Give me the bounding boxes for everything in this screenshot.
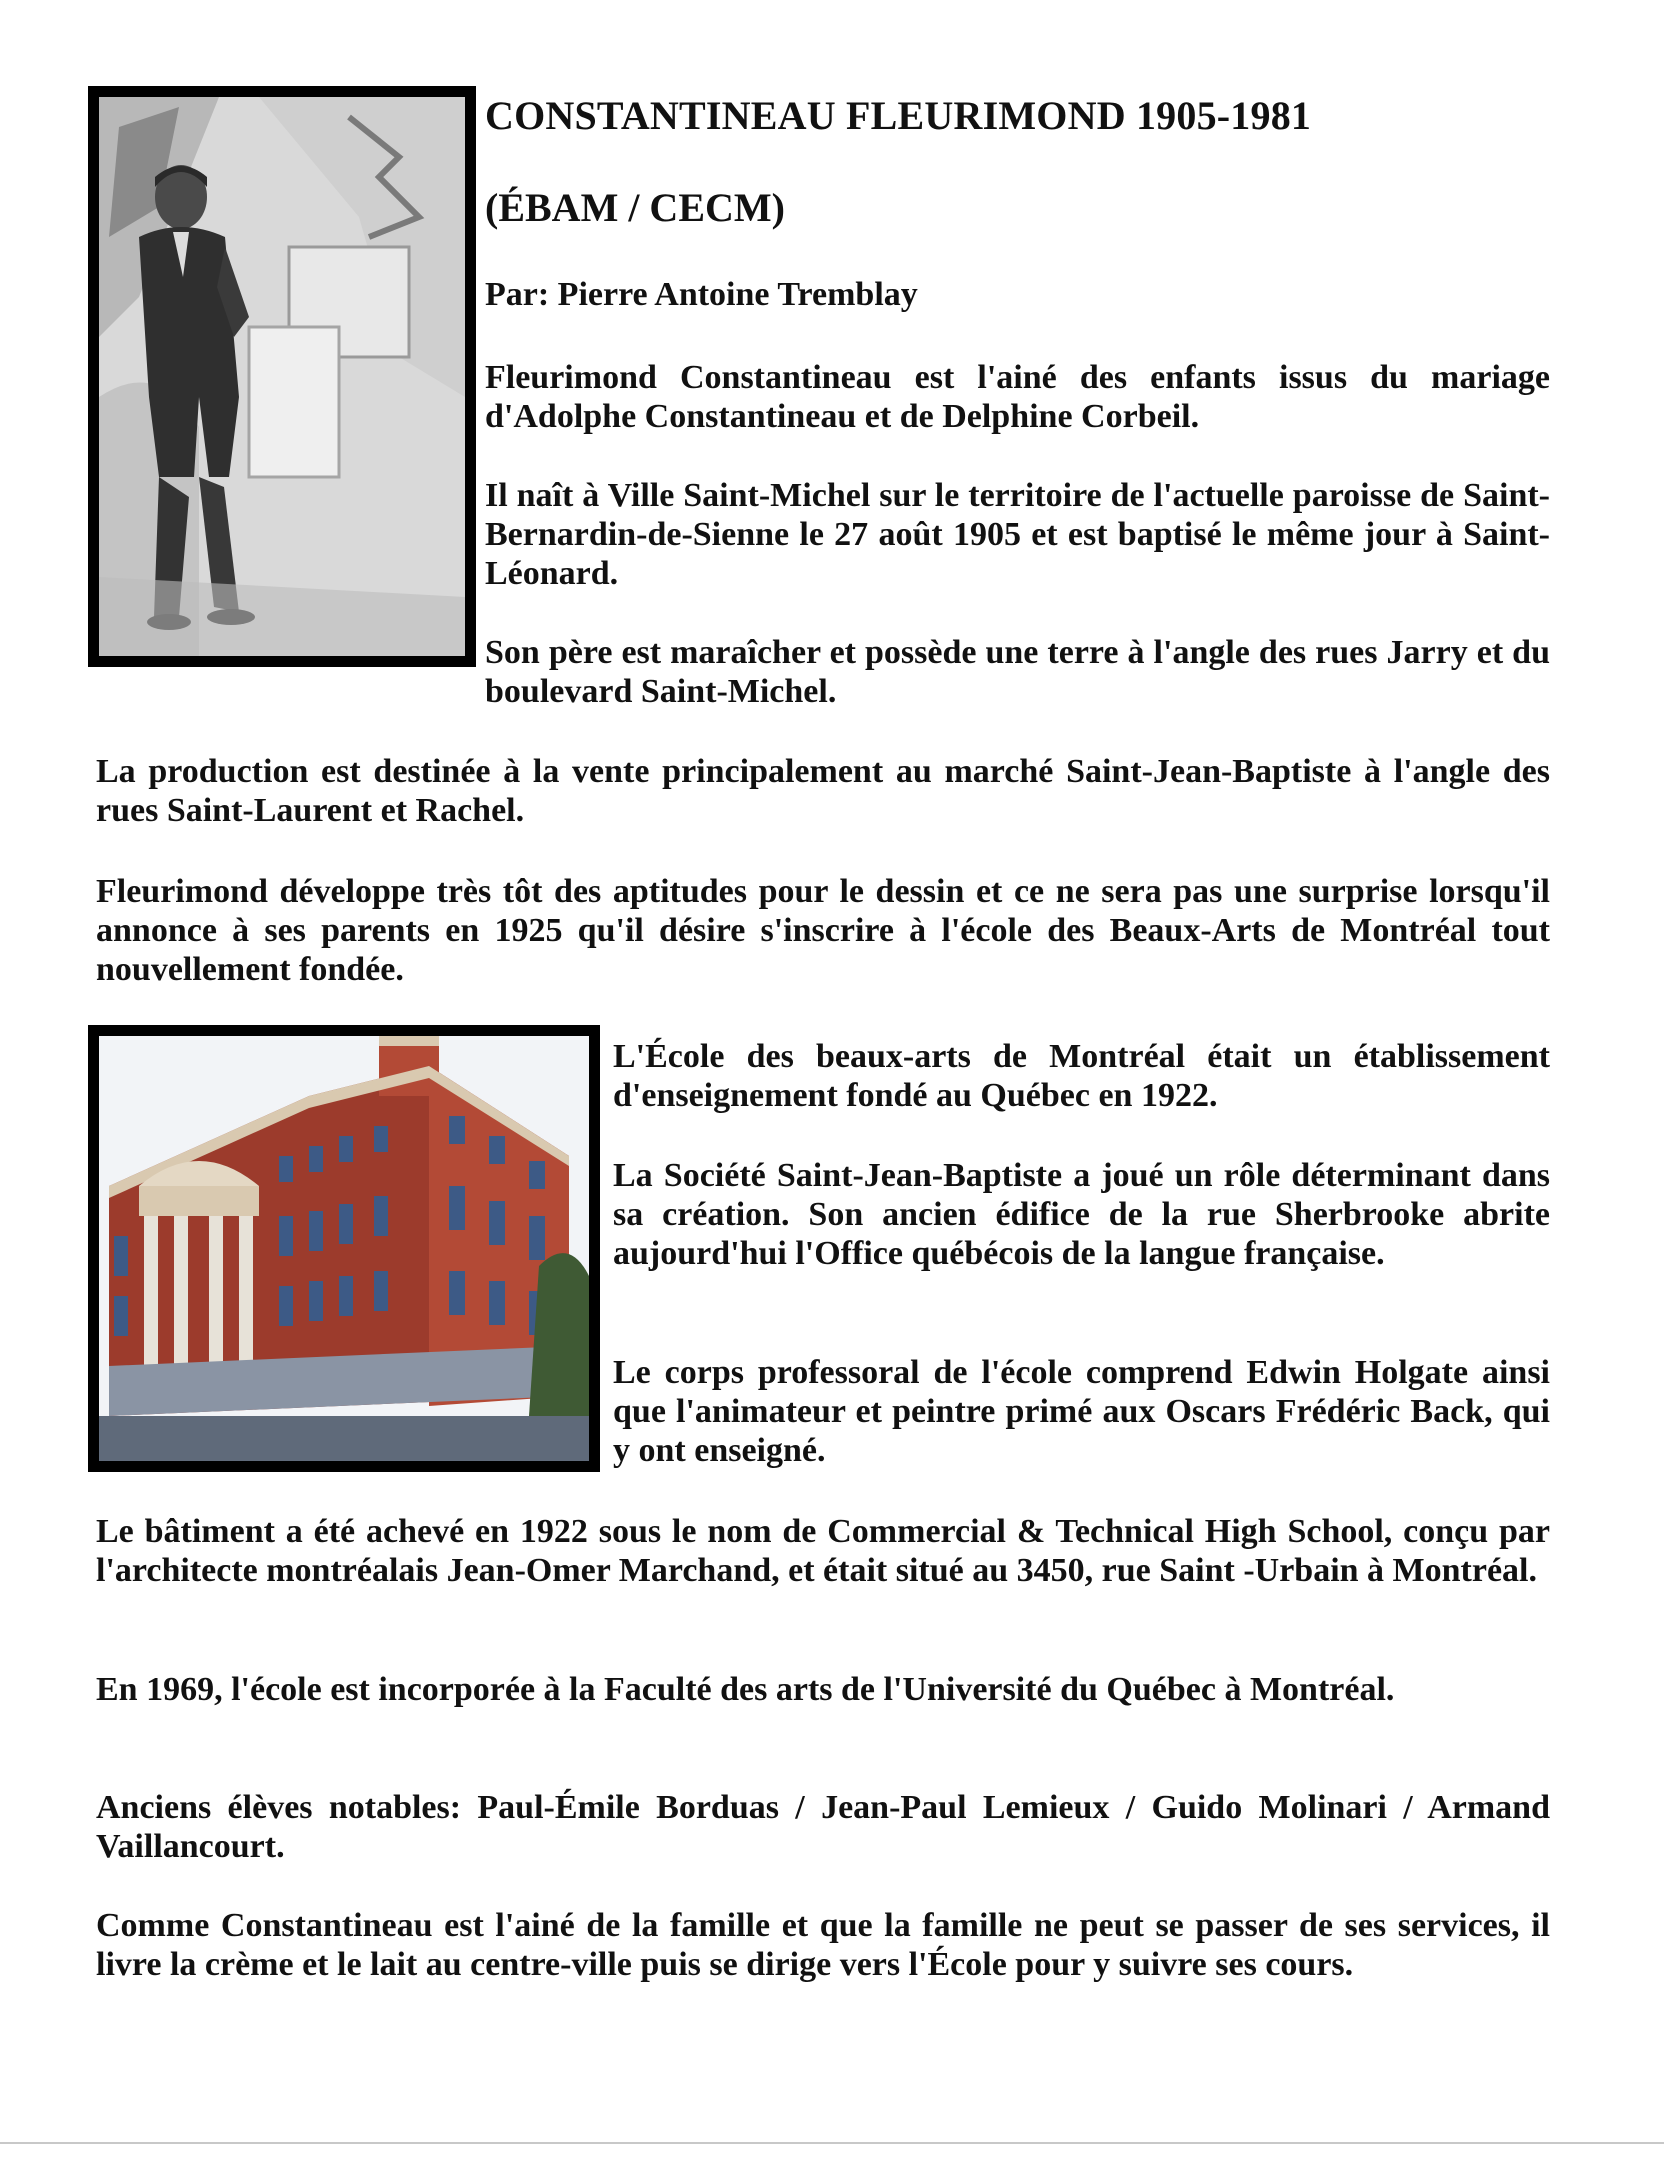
paragraph: En 1969, l'école est incorporée à la Faculté des arts de l'Université du Québec à Montréal. — [96, 1671, 1395, 1708]
paragraph: Il naît à Ville Saint-Michel sur le territoire de l'actuelle paroisse de Saint-Bernardin-de-Sienne le 27 août 1905 et est baptisé le même jour à Saint-Léonard. — [485, 477, 1550, 592]
paragraph: La production est destinée à la vente principalement au marché Saint-Jean-Baptiste à l'angle des rues Saint-Laurent et Rachel. — [96, 753, 1550, 829]
paragraph: Le corps professoral de l'école comprend Edwin Holgate ainsi que l'animateur et peintre primé aux Oscars Frédéric Back, qui y ont enseigné. — [613, 1354, 1550, 1469]
paragraph-block-1 — [485, 358, 1550, 436]
paragraph: L'École des beaux-arts de Montréal était un établissement d'enseignement fondé au Québec en 1922. — [613, 1038, 1550, 1114]
page-title: CONSTANTINEAU FLEURIMOND 1905-1981 — [485, 93, 1312, 138]
paragraph-block-5 — [96, 872, 1550, 989]
paragraph-block-6 — [613, 1037, 1550, 1115]
paragraph: La Société Saint-Jean-Baptiste a joué un rôle déterminant dans sa création. Son ancien édifice de la rue Sherbrooke abrite aujourd'hui l'Office québécois de la langue française. — [613, 1157, 1550, 1272]
paragraph: Fleurimond développe très tôt des aptitudes pour le dessin et ce ne sera pas une surprise lorsqu'il annonce à ses parents en 1925 qu'il désire s'inscrire à l'école des Beaux-Arts de Montréal tout nouvellement fondée. — [96, 873, 1550, 988]
author-block — [485, 275, 1550, 314]
bottom-divider — [0, 2142, 1664, 2144]
paragraph-block-2 — [485, 476, 1550, 593]
header-block — [485, 93, 1550, 139]
building-photo-graphic — [99, 1036, 589, 1461]
paragraph-block-9 — [96, 1512, 1550, 1590]
portrait-photo-graphic — [99, 97, 465, 656]
page-subtitle: (ÉBAM / CECM) — [485, 185, 785, 230]
paragraph: Fleurimond Constantineau est l'ainé des enfants issus du mariage d'Adolphe Constantineau et de Delphine Corbeil. — [485, 359, 1550, 435]
paragraph-block-12 — [96, 1906, 1550, 1984]
paragraph-block-4 — [96, 752, 1550, 830]
paragraph-block-10 — [96, 1670, 1550, 1709]
paragraph: Comme Constantineau est l'ainé de la famille et que la famille ne peut se passer de ses services, il livre la crème et le lait au centre-ville puis se dirige vers l'École pour y suivre ses cours. — [96, 1907, 1550, 1983]
author-line: Par: Pierre Antoine Tremblay — [485, 276, 918, 313]
paragraph-block-7 — [613, 1156, 1550, 1273]
paragraph-block-3 — [485, 633, 1550, 711]
subtitle-block — [485, 185, 1550, 231]
paragraph: Le bâtiment a été achevé en 1922 sous le nom de Commercial & Technical High School, conçu par l'architecte montréalais Jean-Omer Marchand, et était situé au 3450, rue Saint -Urbain à Montréal. — [96, 1513, 1550, 1589]
paragraph-block-8 — [613, 1353, 1550, 1470]
building-photo — [88, 1025, 600, 1472]
portrait-photo — [88, 86, 476, 667]
paragraph-block-11 — [96, 1788, 1550, 1866]
paragraph: Son père est maraîcher et possède une terre à l'angle des rues Jarry et du boulevard Saint-Michel. — [485, 634, 1550, 710]
paragraph: Anciens élèves notables: Paul-Émile Borduas / Jean-Paul Lemieux / Guido Molinari / Armand Vaillancourt. — [96, 1789, 1550, 1865]
